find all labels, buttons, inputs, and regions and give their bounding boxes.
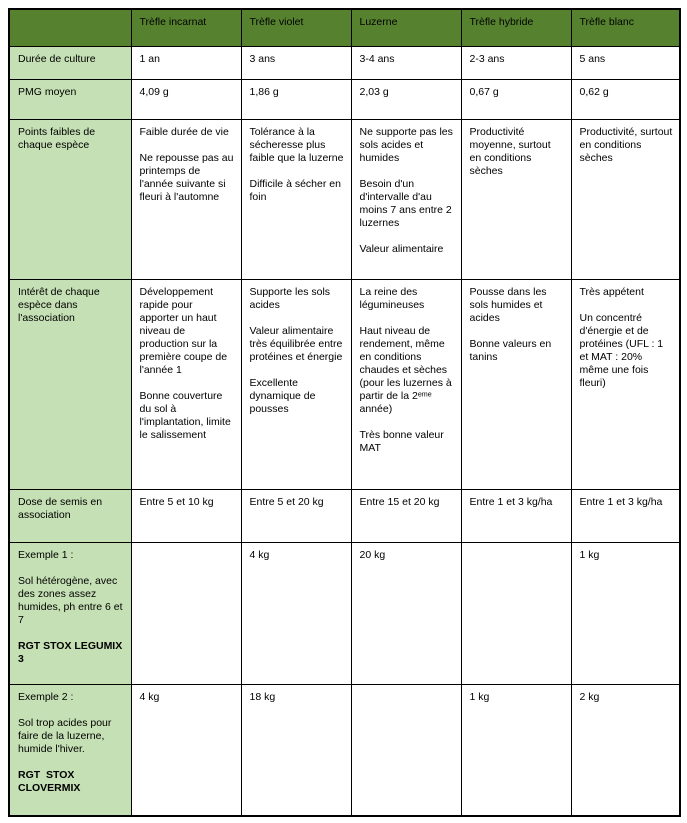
- table-cell: [461, 542, 571, 684]
- table-cell: Pousse dans les sols humides et acides Bonne valeurs en tanins: [461, 279, 571, 489]
- row-label-exemple-1: [9, 542, 131, 684]
- table-cell: 0,67 g: [461, 79, 571, 119]
- table-cell: Entre 1 et 3 kg/ha: [461, 489, 571, 542]
- column-header-trefle-violet: Trèfle violet: [241, 9, 351, 46]
- table-row-dose-de-semis: [9, 489, 680, 542]
- corner-cell: [9, 9, 131, 46]
- column-header-trefle-hybride: Trèfle hybride: [461, 9, 571, 46]
- table-row-points-faibles: [9, 119, 680, 279]
- table-row-interet-association: [9, 279, 680, 489]
- table-cell: 18 kg: [241, 684, 351, 816]
- table-cell: Très appétent Un concentré d'énergie et de protéines (UFL : 1 et MAT : 20% même une fois fleuri): [571, 279, 680, 489]
- table-cell: [131, 542, 241, 684]
- table-header-row: [9, 9, 680, 46]
- table-cell: Supporte les sols acides Valeur alimentaire très équilibrée entre protéines et énergie Excellente dynamique de pousses: [241, 279, 351, 489]
- table-cell: 2,03 g: [351, 79, 461, 119]
- table-cell: 1,86 g: [241, 79, 351, 119]
- table-cell: [351, 684, 461, 816]
- table-row-pmg-moyen: [9, 79, 680, 119]
- table-cell: 1 an: [131, 46, 241, 79]
- column-header-luzerne: Luzerne: [351, 9, 461, 46]
- table-cell: Tolérance à la sécheresse plus faible que la luzerne Difficile à sécher en foin: [241, 119, 351, 279]
- row-label-points-faibles: Points faibles de chaque espèce: [9, 119, 131, 279]
- table-cell: La reine des légumineuses Haut niveau de rendement, même en conditions chaudes et sèches (pour les luzernes à partir de la 2ᵉᵐᵉ année) Très bonne valeur MAT: [351, 279, 461, 489]
- table-cell: 5 ans: [571, 46, 680, 79]
- row-label-pmg-moyen: PMG moyen: [9, 79, 131, 119]
- column-header-trefle-incarnat: Trèfle incarnat: [131, 9, 241, 46]
- table-cell: 2-3 ans: [461, 46, 571, 79]
- exemple-2-description: Exemple 2 : Sol trop acides pour faire de la luzerne, humide l'hiver.: [18, 690, 112, 755]
- table-cell: 4,09 g: [131, 79, 241, 119]
- exemple-1-product-name: RGT STOX LEGUMIX 3: [18, 639, 126, 665]
- row-label-interet-association: Intérêt de chaque espèce dans l'association: [9, 279, 131, 489]
- row-label-exemple-2: [9, 684, 131, 816]
- table-row-exemple-2: [9, 684, 680, 816]
- table-cell: 4 kg: [131, 684, 241, 816]
- species-comparison-table: [8, 8, 681, 817]
- table-cell: 1 kg: [461, 684, 571, 816]
- table-cell: Entre 5 et 20 kg: [241, 489, 351, 542]
- table-cell: Entre 15 et 20 kg: [351, 489, 461, 542]
- table-cell: 4 kg: [241, 542, 351, 684]
- row-label-duree-de-culture: Durée de culture: [9, 46, 131, 79]
- table-cell: 20 kg: [351, 542, 461, 684]
- table-cell: Ne supporte pas les sols acides et humides Besoin d'un d'intervalle d'au moins 7 ans entre 2 luzernes Valeur alimentaire: [351, 119, 461, 279]
- column-header-trefle-blanc: Trèfle blanc: [571, 9, 680, 46]
- table-cell: 3 ans: [241, 46, 351, 79]
- table-cell: Entre 5 et 10 kg: [131, 489, 241, 542]
- table-row-duree-de-culture: [9, 46, 680, 79]
- table-row-exemple-1: [9, 542, 680, 684]
- table-cell: 1 kg: [571, 542, 680, 684]
- table-cell: Développement rapide pour apporter un haut niveau de production sur la première coupe de l'année 1 Bonne couverture du sol à l'implantation, limite le salissement: [131, 279, 241, 489]
- table-cell: 3-4 ans: [351, 46, 461, 79]
- table-cell: Faible durée de vie Ne repousse pas au printemps de l'année suivante si fleuri à l'automne: [131, 119, 241, 279]
- table-cell: Productivité moyenne, surtout en conditions sèches: [461, 119, 571, 279]
- exemple-1-description: Exemple 1 : Sol hétérogène, avec des zones assez humides, ph entre 6 et 7: [18, 548, 123, 626]
- table-cell: 0,62 g: [571, 79, 680, 119]
- table-cell: Entre 1 et 3 kg/ha: [571, 489, 680, 542]
- exemple-2-product-name: RGT STOX CLOVERMIX: [18, 768, 81, 794]
- table-cell: 2 kg: [571, 684, 680, 816]
- table-cell: Productivité, surtout en conditions sèches: [571, 119, 680, 279]
- row-label-dose-de-semis: Dose de semis en association: [9, 489, 131, 542]
